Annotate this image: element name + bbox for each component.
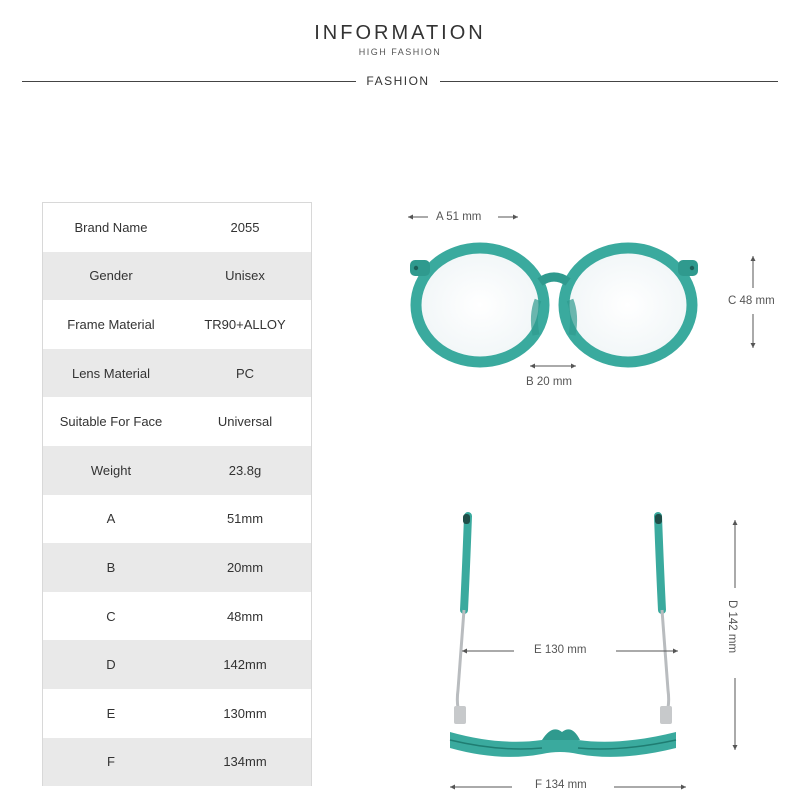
spec-value: 142mm	[223, 657, 267, 673]
dimension-e-label: E 130 mm	[534, 644, 587, 656]
spec-value: 2055	[230, 219, 260, 235]
spec-key: F	[107, 754, 115, 770]
spec-key: C	[106, 608, 116, 624]
spec-row	[43, 738, 311, 787]
spec-value: 20mm	[226, 559, 264, 575]
spec-key: B	[106, 559, 116, 575]
section-label: FASHION	[366, 74, 430, 88]
spec-value: PC	[235, 365, 255, 381]
spec-value: 23.8g	[228, 462, 262, 478]
spec-key: Gender	[89, 268, 133, 284]
spec-row	[43, 543, 311, 592]
spec-row	[43, 349, 311, 398]
spec-value: 130mm	[223, 705, 267, 721]
spec-row	[43, 495, 311, 544]
spec-table	[42, 202, 312, 786]
dimension-f-label: F 134 mm	[535, 779, 587, 791]
spec-row	[43, 689, 311, 738]
divider-left	[22, 81, 356, 82]
page-title: INFORMATION	[314, 22, 486, 44]
spec-key: Frame Material	[67, 316, 155, 332]
spec-row	[43, 446, 311, 495]
spec-row	[43, 300, 311, 349]
spec-key: Weight	[90, 462, 132, 478]
spec-key: Suitable For Face	[59, 414, 163, 430]
spec-value: TR90+ALLOY	[204, 316, 286, 332]
spec-row	[43, 252, 311, 301]
spec-key: A	[106, 511, 116, 527]
divider-right	[440, 81, 778, 82]
dimension-d-label: D 142 mm	[726, 600, 738, 654]
spec-value: 51mm	[226, 511, 264, 527]
spec-row	[43, 640, 311, 689]
dimension-b-label: B 20 mm	[526, 376, 573, 388]
spec-value: 134mm	[223, 754, 267, 770]
spec-key: D	[106, 657, 116, 673]
spec-value: Unisex	[225, 268, 265, 284]
spec-key: Brand Name	[74, 219, 148, 235]
spec-key: Lens Material	[71, 365, 151, 381]
spec-value: Universal	[217, 414, 273, 430]
dimension-b-arrows	[528, 361, 578, 371]
spec-row	[43, 203, 311, 252]
spec-row	[43, 397, 311, 446]
spec-row	[43, 592, 311, 641]
glasses-front-image	[400, 240, 780, 410]
page-subtitle: HIGH FASHION	[358, 47, 442, 57]
spec-value: 48mm	[226, 608, 264, 624]
spec-key: E	[106, 705, 116, 721]
dimension-a-label: A 51 mm	[436, 211, 482, 223]
dimension-c-label: C 48 mm	[728, 295, 775, 307]
